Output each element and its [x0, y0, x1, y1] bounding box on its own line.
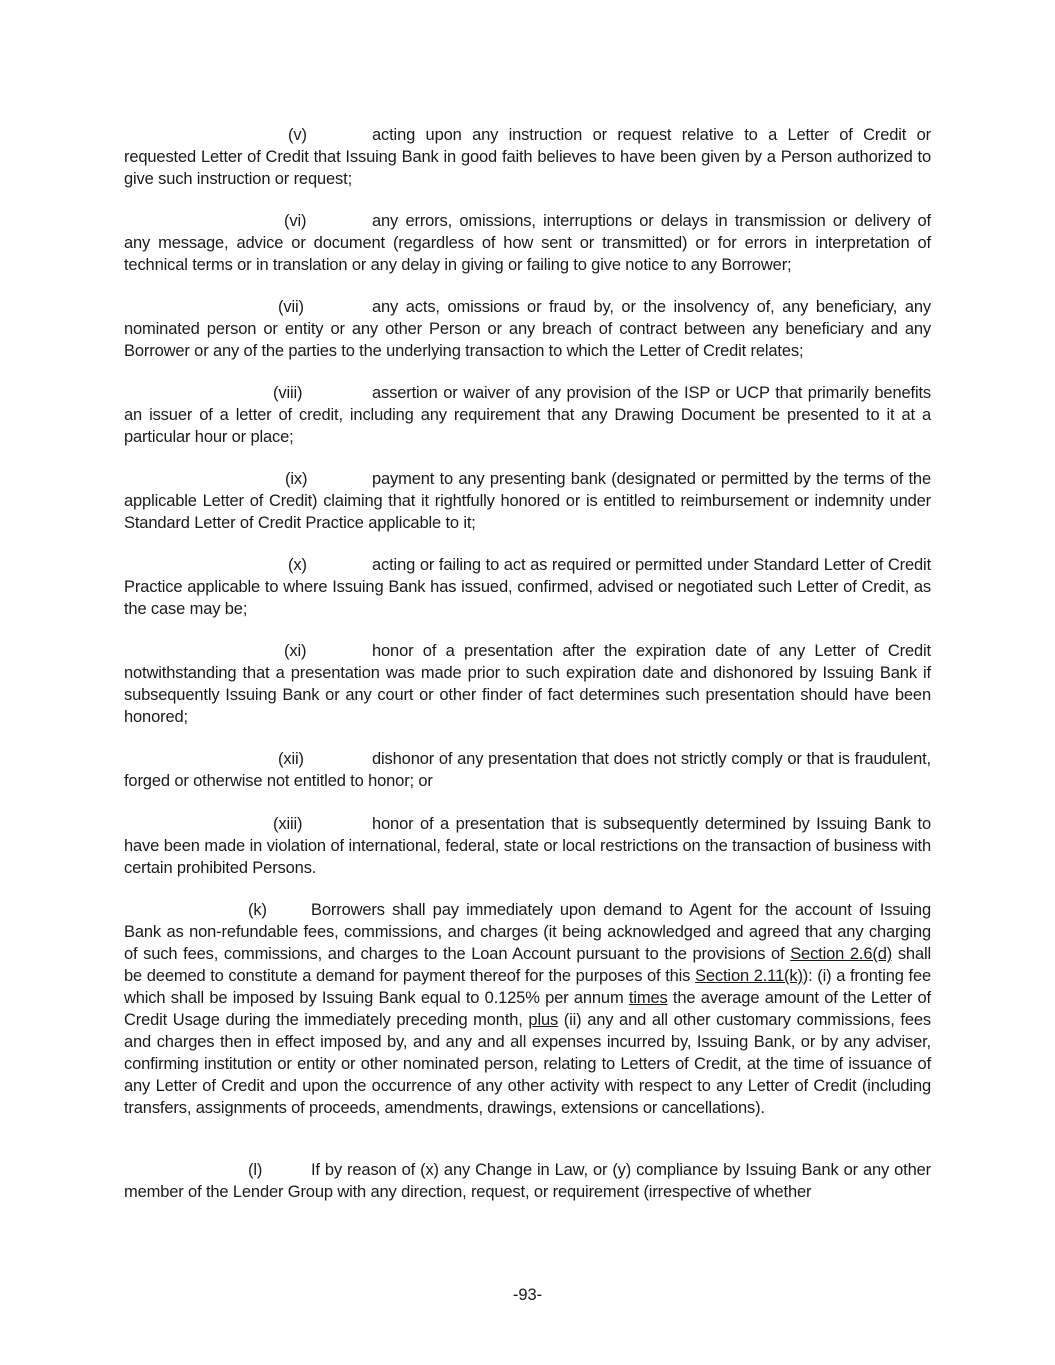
clause-label: (xii) — [278, 750, 304, 768]
clause-vii — [124, 296, 931, 362]
section-label: (k) — [248, 901, 267, 919]
emphasis-term: plus — [528, 1011, 559, 1029]
text-run: ): (i) a fronting fee which shall be imposed by Issuing Bank equal to 0.125% per annum — [124, 967, 931, 1007]
page-number: -93- — [512, 1286, 543, 1304]
text-run: shall be deemed to constitute a demand for payment thereof for the purposes of this — [124, 945, 932, 985]
section-k — [124, 899, 931, 1119]
clause-ix — [124, 468, 931, 534]
clause-label: (ix) — [285, 470, 308, 488]
clause-viii — [124, 382, 931, 448]
clause-text: acting or failing to act as required or permitted under Standard Letter of Credit Practice applicable to where Issuing Bank has issued, confirmed, advised or negotiated such Letter of Credit, as the case may be; — [124, 556, 931, 618]
cross-reference: Section 2.6(d) — [790, 945, 893, 963]
section-label: (l) — [248, 1161, 263, 1179]
clause-text: honor of a presentation after the expiration date of any Letter of Credit notwithstanding that a presentation was made prior to such expiration date and dishonored by Issuing Bank if subsequently Issuing Bank or any court or other finder of fact determines such presentation should have been honored; — [124, 642, 931, 726]
text-run: the average amount of the Letter of Credit Usage during the immediately preceding month, — [124, 989, 931, 1029]
text-run: Borrowers shall pay immediately upon demand to Agent for the account of Issuing Bank as non-refundable fees, commissions, and charges (it being acknowledged and agreed that any charging of such fees, commissions, and charges to the Loan Account pursuant to the provisions of — [124, 901, 931, 963]
clause-label: (vi) — [284, 212, 307, 230]
clause-label: (v) — [288, 126, 307, 144]
clause-label: (x) — [288, 556, 307, 574]
section-text: If by reason of (x) any Change in Law, or (y) compliance by Issuing Bank or any other member of the Lender Group with any direction, request, or requirement (irrespective of whether — [124, 1161, 931, 1201]
clause-x — [124, 554, 931, 620]
clause-xii — [124, 748, 931, 792]
clause-label: (xiii) — [273, 815, 303, 833]
clause-vi — [124, 210, 931, 276]
clause-text: dishonor of any presentation that does not strictly comply or that is fraudulent, forged or otherwise not entitled to honor; or — [124, 750, 931, 790]
clause-text: assertion or waiver of any provision of the ISP or UCP that primarily benefits an issuer of a letter of credit, including any requirement that any Drawing Document be presented to it at a particular hour or place; — [124, 384, 931, 446]
clause-xi — [124, 640, 931, 728]
clause-v — [124, 124, 931, 190]
clause-text: any acts, omissions or fraud by, or the insolvency of, any beneficiary, any nominated person or entity or any other Person or any breach of contract between any beneficiary and any Borrower or any of the parties to the underlying transaction to which the Letter of Credit relates; — [124, 298, 931, 360]
text-run: (ii) any and all other customary commissions, fees and charges then in effect imposed by, and any and all expenses incurred by, Issuing Bank, or by any adviser, confirming institution or entity or other nominated person, relating to Letters of Credit, at the time of issuance of any Letter of Credit and upon the occurrence of any other activity with respect to any Letter of Credit (including transfers, assignments of proceeds, amendments, drawings, extensions or cancellations). — [124, 1011, 931, 1117]
clause-label: (viii) — [273, 384, 303, 402]
cross-reference: Section 2.11(k) — [695, 967, 803, 985]
clause-text: acting upon any instruction or request relative to a Letter of Credit or requested Letter of Credit that Issuing Bank in good faith believes to have been given by a Person authorized to give such instruction or request; — [124, 126, 931, 188]
clause-xiii — [124, 813, 931, 879]
clause-text: honor of a presentation that is subsequently determined by Issuing Bank to have been made in violation of international, federal, state or local restrictions on the transaction of business with certain prohibited Persons. — [124, 815, 931, 877]
clause-label: (xi) — [284, 642, 307, 660]
emphasis-term: times — [628, 989, 668, 1007]
section-l — [124, 1159, 931, 1203]
clause-text: any errors, omissions, interruptions or delays in transmission or delivery of any message, advice or document (regardless of how sent or transmitted) or for errors in interpretation of technical terms or in translation or any delay in giving or failing to give notice to any Borrower; — [124, 212, 931, 274]
section-text — [124, 899, 931, 1119]
clause-text: payment to any presenting bank (designated or permitted by the terms of the applicable Letter of Credit) claiming that it rightfully honored or is entitled to reimbursement or indemnity under Standard Letter of Credit Practice applicable to it; — [124, 470, 931, 532]
clause-label: (vii) — [278, 298, 304, 316]
